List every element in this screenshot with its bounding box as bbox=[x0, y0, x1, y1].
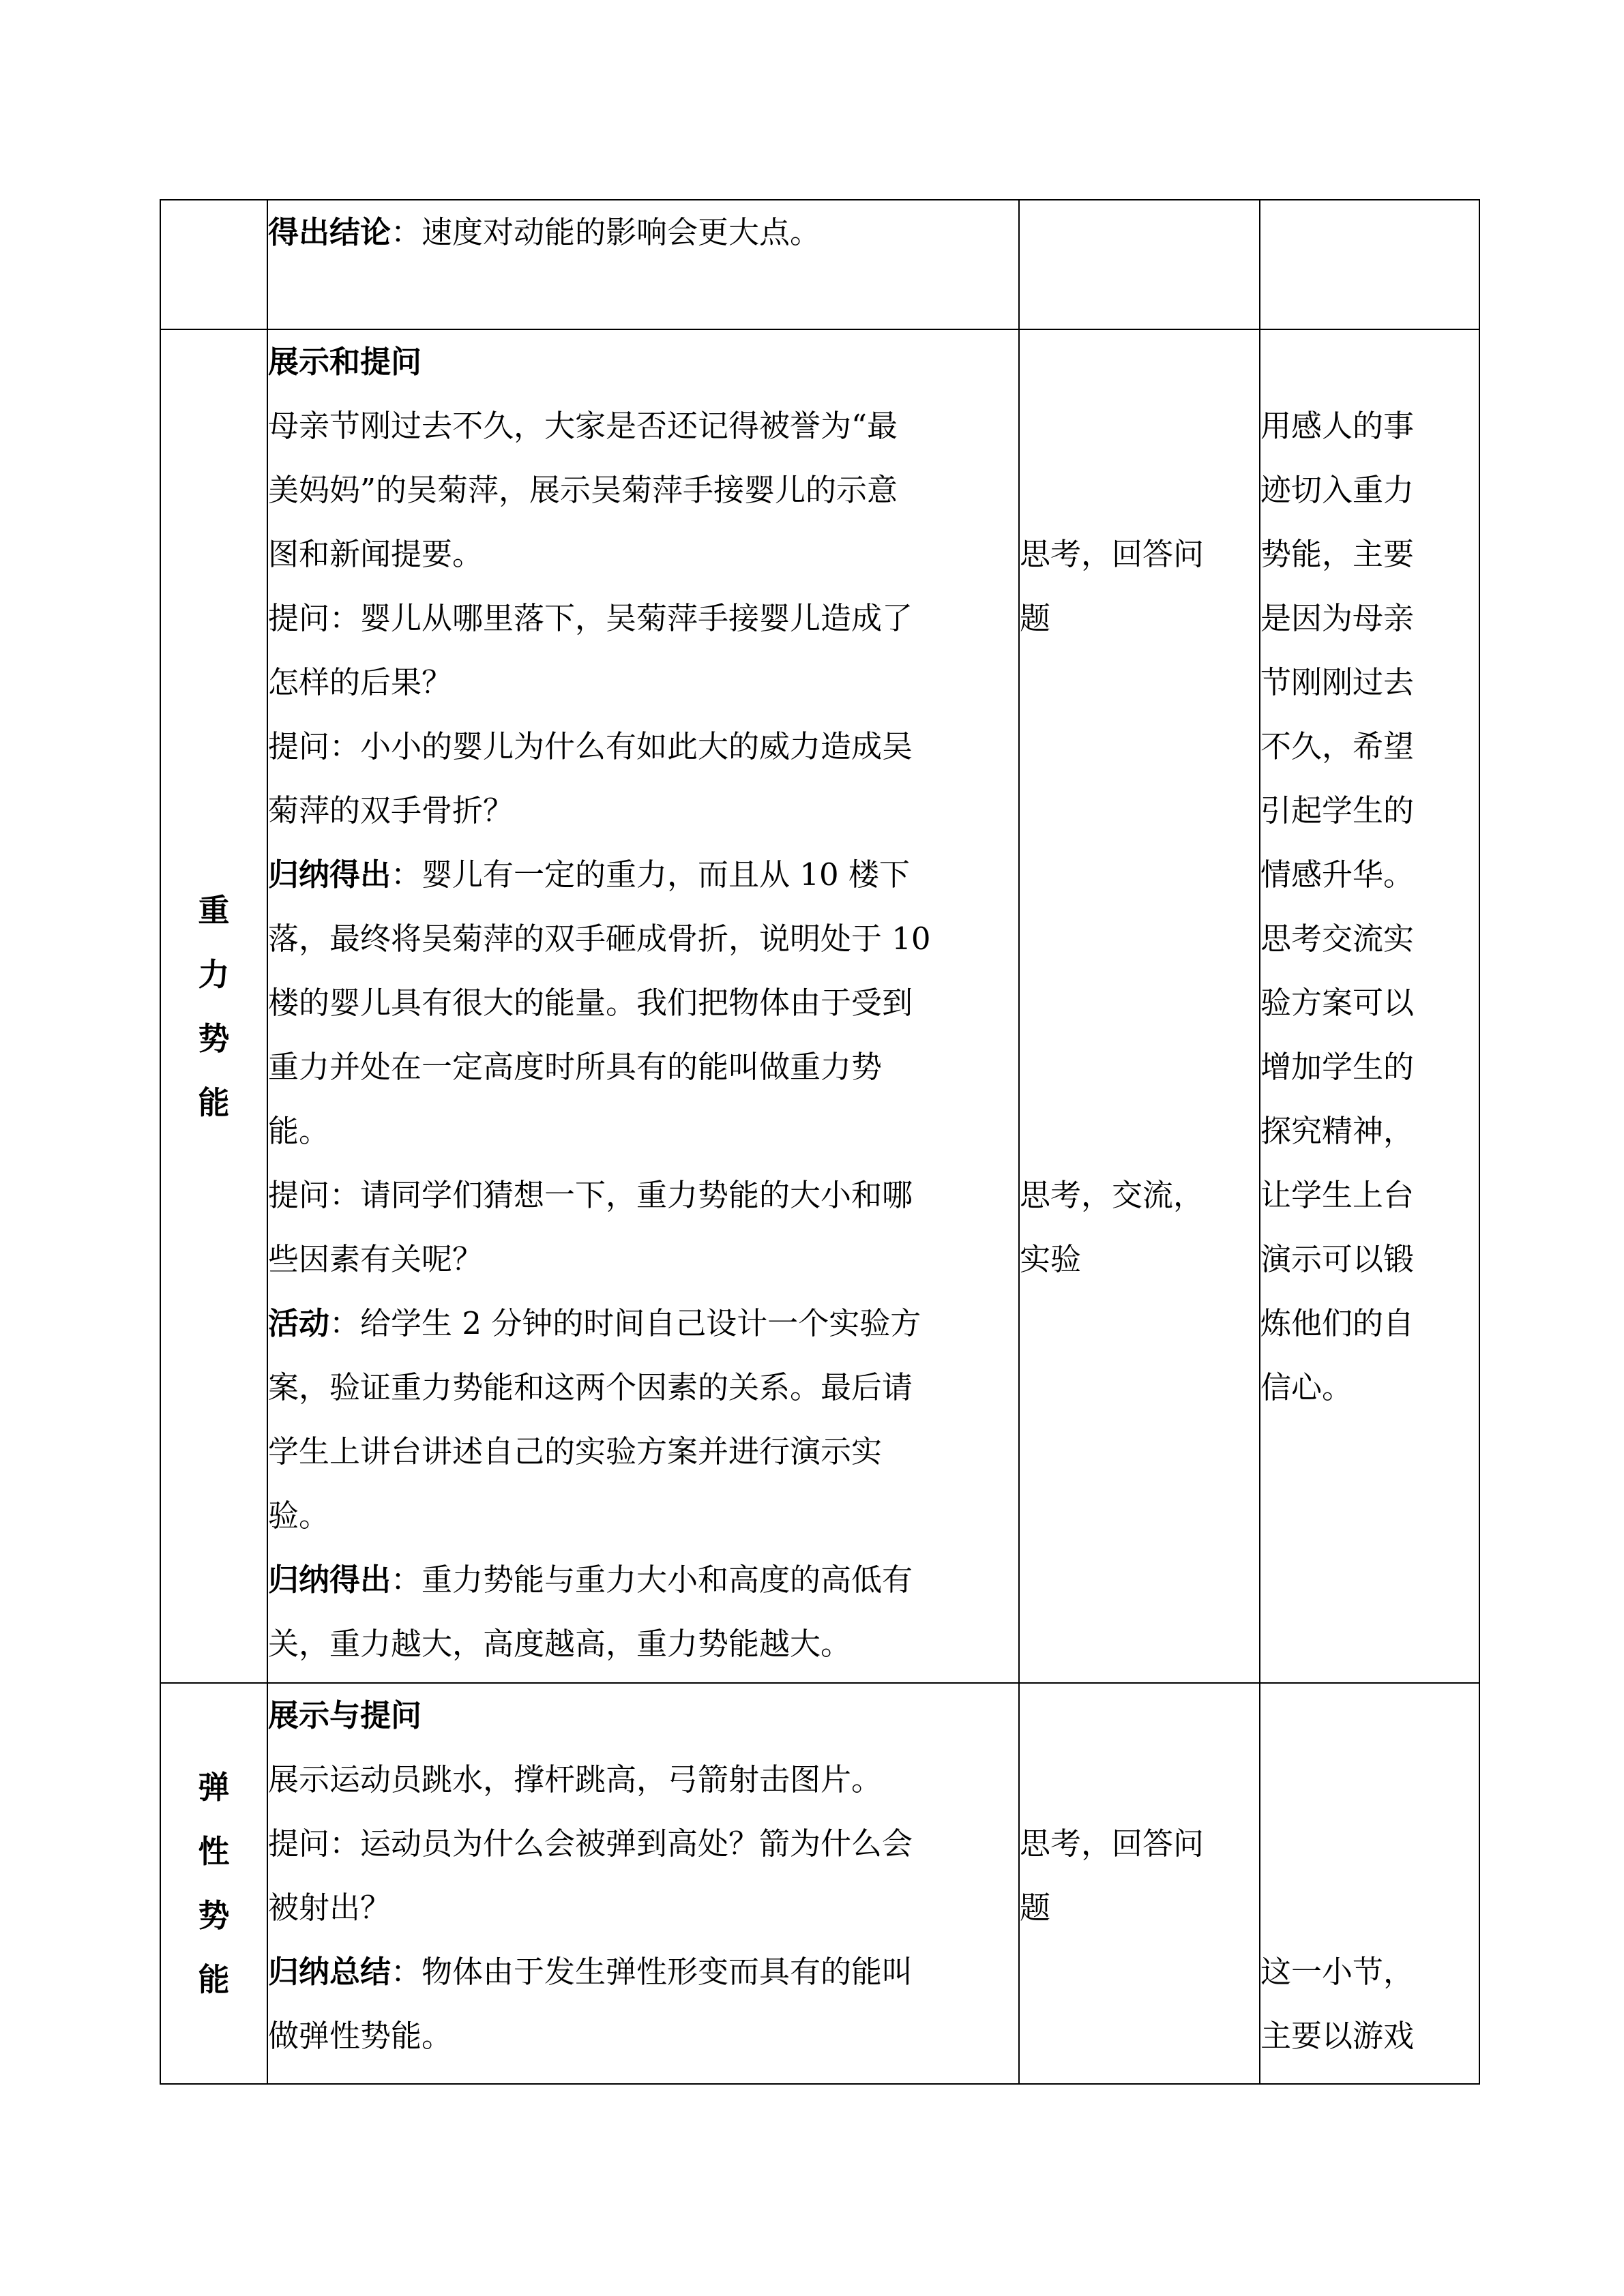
text-line: 楼的婴儿具有很大的能量。我们把物体由于受到 bbox=[268, 985, 913, 1021]
student-activity: 题 bbox=[1020, 600, 1051, 636]
intent-line: 主要以游戏 bbox=[1260, 2018, 1415, 2054]
text-line: 落，最终将吴菊萍的双手砸成骨折，说明处于 10 bbox=[268, 921, 931, 957]
text-line: 美妈妈”的吴菊萍，展示吴菊萍手接婴儿的示意 bbox=[268, 472, 898, 508]
intent-line: 引起学生的 bbox=[1260, 792, 1415, 829]
intent-cell-elastic bbox=[1260, 1683, 1479, 2084]
section-title-elastic: 弹 性 势 能 bbox=[160, 1683, 267, 2084]
content-cell bbox=[267, 200, 1019, 329]
intent-line: 信心。 bbox=[1260, 1369, 1353, 1405]
conclusion-label: 得出结论 bbox=[268, 214, 392, 250]
intent-line: 让学生上台 bbox=[1260, 1177, 1415, 1213]
summary-label: 归纳总结 bbox=[268, 1954, 392, 1990]
text-line: 归纳总结：物体由于发生弹性形变而具有的能叫 bbox=[268, 1954, 913, 1990]
content-cell-elastic bbox=[267, 1683, 1019, 2084]
text-line: 活动：给学生 2 分钟的时间自己设计一个实验方 bbox=[268, 1305, 921, 1341]
text-line: 提问：请同学们猜想一下，重力势能的大小和哪 bbox=[268, 1177, 913, 1213]
student-activity: 实验 bbox=[1020, 1241, 1082, 1277]
student-activity: 题 bbox=[1020, 1890, 1051, 1926]
text-line: 案，验证重力势能和这两个因素的关系。最后请 bbox=[268, 1369, 913, 1405]
intent-line: 是因为母亲 bbox=[1260, 600, 1415, 636]
text-line: 做弹性势能。 bbox=[268, 2018, 453, 2054]
intent-line: 演示可以锻 bbox=[1260, 1241, 1415, 1277]
text-line: 提问：运动员为什么会被弹到高处？箭为什么会 bbox=[268, 1825, 913, 1862]
section-title-gravity: 重 力 势 能 bbox=[160, 329, 267, 1683]
text-line: 重力并处在一定高度时所具有的能叫做重力势 bbox=[268, 1049, 883, 1085]
induce-label: 归纳得出 bbox=[268, 1562, 392, 1598]
section-cell-empty bbox=[160, 200, 267, 329]
text-line: 学生上讲台讲述自己的实验方案并进行演示实 bbox=[268, 1433, 883, 1470]
student-cell-elastic bbox=[1019, 1683, 1260, 2084]
text-line: 提问：小小的婴儿为什么有如此大的威力造成吴 bbox=[268, 728, 913, 764]
heading-gravity: 展示和提问 bbox=[268, 344, 422, 380]
text-line: 归纳得出：婴儿有一定的重力，而且从 10 楼下 bbox=[268, 856, 910, 893]
text-line: 展示运动员跳水，撑杆跳高，弓箭射击图片。 bbox=[268, 1761, 883, 1798]
text-line: 图和新闻提要。 bbox=[268, 536, 484, 572]
lesson-plan-table bbox=[160, 199, 1480, 2085]
table-row-gravity bbox=[160, 329, 1479, 1683]
intent-line: 用感人的事 bbox=[1260, 408, 1415, 444]
intent-line: 炼他们的自 bbox=[1260, 1305, 1415, 1341]
student-activity: 思考，交流， bbox=[1020, 1177, 1205, 1213]
text-line: 怎样的后果？ bbox=[268, 664, 453, 700]
table-row-conclusion bbox=[160, 200, 1479, 329]
intent-line: 不久，希望 bbox=[1260, 728, 1415, 764]
text-line: 归纳得出：重力势能与重力大小和高度的高低有 bbox=[268, 1562, 913, 1598]
intent-line: 验方案可以 bbox=[1260, 985, 1415, 1021]
intent-cell-gravity bbox=[1260, 329, 1479, 1683]
content-cell-gravity bbox=[267, 329, 1019, 1683]
student-cell-gravity bbox=[1019, 329, 1260, 1683]
intent-line: 迹切入重力 bbox=[1260, 472, 1415, 508]
text-line: 些因素有关呢？ bbox=[268, 1241, 484, 1277]
activity-label: 活动 bbox=[268, 1305, 330, 1341]
text-line: 提问：婴儿从哪里落下，吴菊萍手接婴儿造成了 bbox=[268, 600, 913, 636]
intent-line: 增加学生的 bbox=[1260, 1049, 1415, 1085]
intent-line: 思考交流实 bbox=[1260, 921, 1415, 957]
intent-cell bbox=[1260, 200, 1479, 329]
intent-line: 探究精神， bbox=[1260, 1113, 1415, 1149]
student-cell bbox=[1019, 200, 1260, 329]
conclusion-text: ：速度对动能的影响会更大点。 bbox=[391, 214, 821, 250]
table-row-elastic bbox=[160, 1683, 1479, 2084]
induce-label: 归纳得出 bbox=[268, 856, 392, 893]
student-activity: 思考，回答问 bbox=[1020, 1825, 1205, 1862]
text-line: 验。 bbox=[268, 1497, 330, 1534]
text-line: 被射出？ bbox=[268, 1890, 392, 1926]
intent-line: 节刚刚过去 bbox=[1260, 664, 1415, 700]
intent-line: 这一小节， bbox=[1260, 1954, 1415, 1990]
text-line: 菊萍的双手骨折？ bbox=[268, 792, 514, 829]
student-activity: 思考，回答问 bbox=[1020, 536, 1205, 572]
heading-elastic: 展示与提问 bbox=[268, 1697, 422, 1733]
text-line: 能。 bbox=[268, 1113, 330, 1149]
intent-line: 势能，主要 bbox=[1260, 536, 1415, 572]
intent-line: 情感升华。 bbox=[1260, 856, 1415, 893]
text-line: 关，重力越大，高度越高，重力势能越大。 bbox=[268, 1626, 852, 1662]
text-line: 母亲节刚过去不久，大家是否还记得被誉为“最 bbox=[268, 408, 898, 444]
